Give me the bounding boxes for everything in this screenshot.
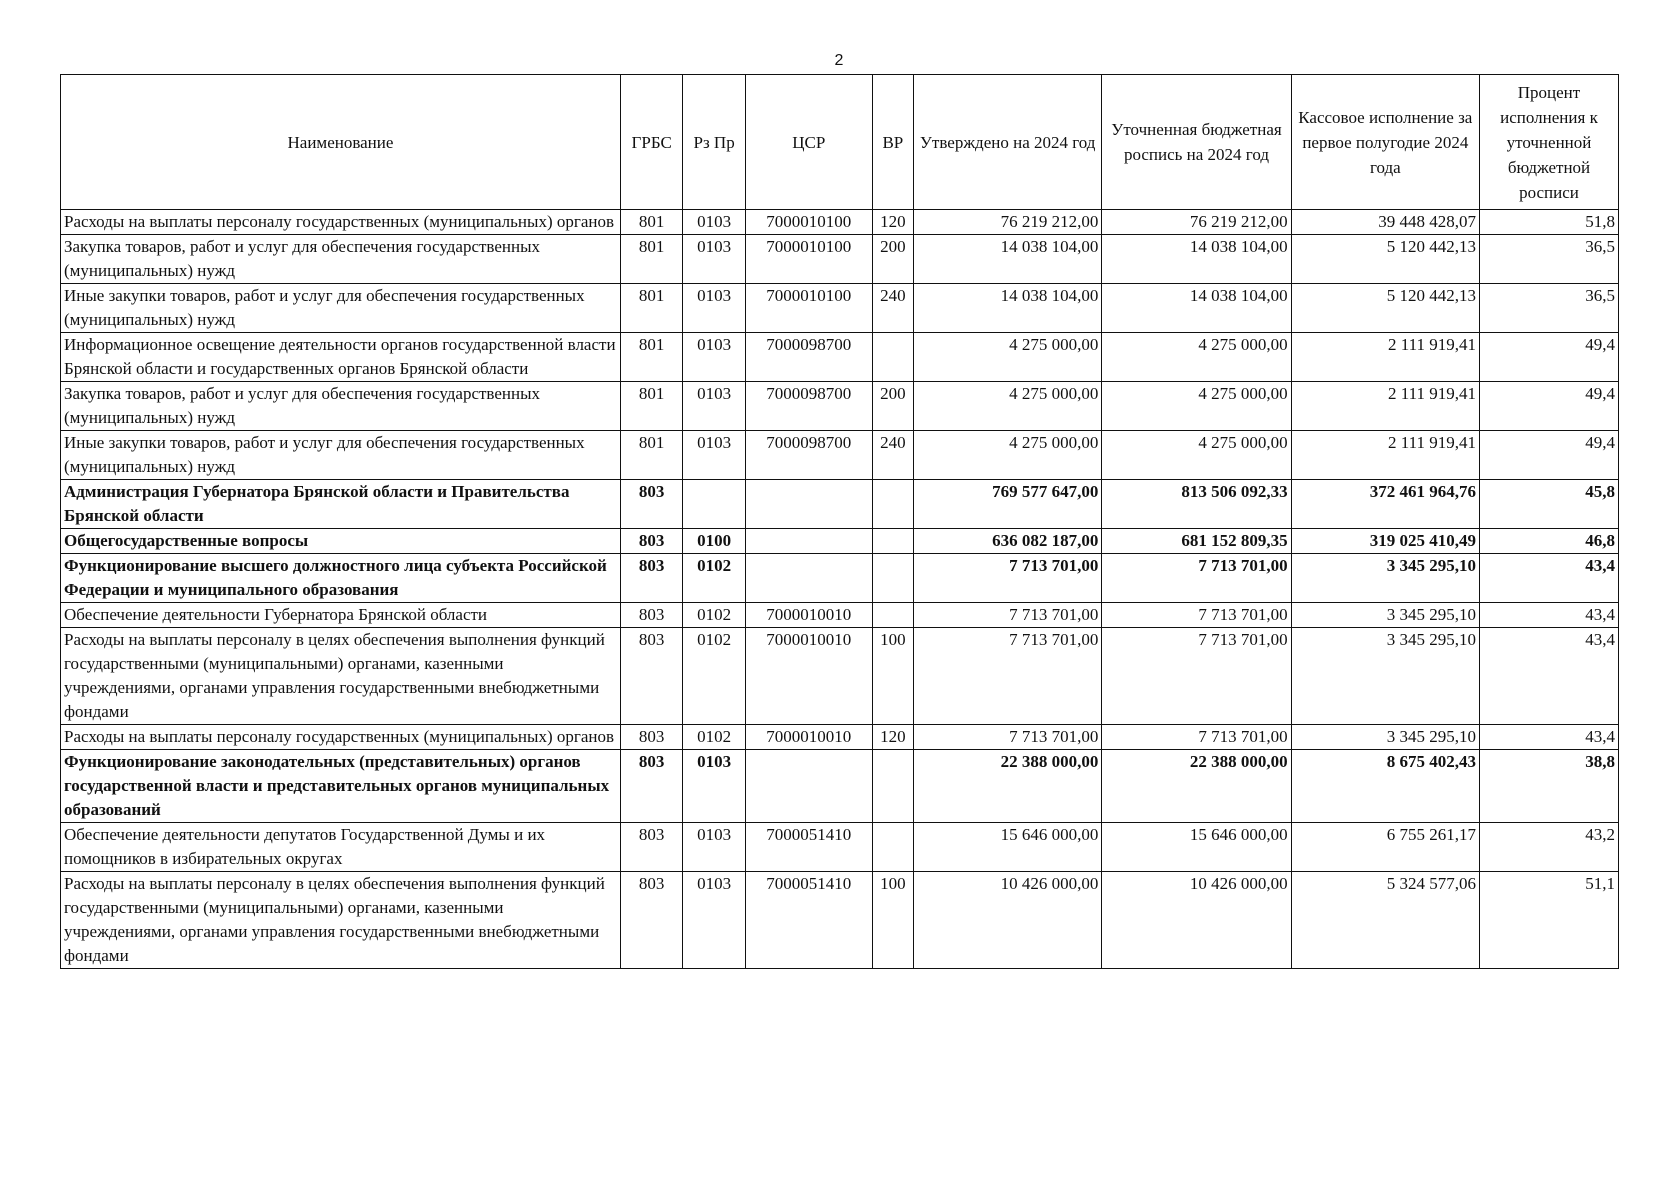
cell-cash: 5 120 442,13 — [1291, 284, 1479, 333]
header-name: Наименование — [61, 75, 621, 210]
cell-approved: 636 082 187,00 — [914, 529, 1102, 554]
cell-rzpr: 0102 — [683, 628, 745, 725]
cell-name: Администрация Губернатора Брянской области и Правительства Брянской области — [61, 480, 621, 529]
cell-refined: 10 426 000,00 — [1102, 872, 1291, 969]
page-number: 2 — [834, 52, 844, 69]
header-cash: Кассовое исполнение за первое полугодие 2024 года — [1291, 75, 1479, 210]
cell-vr — [872, 529, 913, 554]
cell-name: Функционирование высшего должностного лица субъекта Российской Федерации и муниципального образования — [61, 554, 621, 603]
cell-grbs: 803 — [620, 823, 682, 872]
cell-refined: 4 275 000,00 — [1102, 431, 1291, 480]
cell-refined: 14 038 104,00 — [1102, 284, 1291, 333]
cell-percent: 43,4 — [1479, 725, 1618, 750]
cell-approved: 4 275 000,00 — [914, 333, 1102, 382]
table-row — [61, 480, 1619, 529]
header-refined: Уточненная бюджетная роспись на 2024 год — [1102, 75, 1291, 210]
cell-approved: 7 713 701,00 — [914, 603, 1102, 628]
cell-vr — [872, 333, 913, 382]
cell-grbs: 803 — [620, 750, 682, 823]
cell-rzpr: 0102 — [683, 725, 745, 750]
table-header-row — [61, 75, 1619, 210]
cell-cash: 3 345 295,10 — [1291, 603, 1479, 628]
cell-percent: 45,8 — [1479, 480, 1618, 529]
cell-approved: 22 388 000,00 — [914, 750, 1102, 823]
cell-grbs: 801 — [620, 235, 682, 284]
cell-vr: 120 — [872, 210, 913, 235]
cell-grbs: 803 — [620, 603, 682, 628]
cell-approved: 14 038 104,00 — [914, 235, 1102, 284]
cell-percent: 43,4 — [1479, 554, 1618, 603]
cell-cash: 5 324 577,06 — [1291, 872, 1479, 969]
cell-cash: 2 111 919,41 — [1291, 431, 1479, 480]
cell-grbs: 803 — [620, 872, 682, 969]
cell-percent: 36,5 — [1479, 235, 1618, 284]
cell-vr: 200 — [872, 382, 913, 431]
cell-percent: 43,4 — [1479, 628, 1618, 725]
cell-refined: 15 646 000,00 — [1102, 823, 1291, 872]
cell-cash: 3 345 295,10 — [1291, 554, 1479, 603]
cell-name: Расходы на выплаты персоналу государственных (муниципальных) органов — [61, 725, 621, 750]
cell-approved: 4 275 000,00 — [914, 382, 1102, 431]
cell-refined: 4 275 000,00 — [1102, 382, 1291, 431]
cell-csr: 7000098700 — [745, 333, 872, 382]
cell-approved: 7 713 701,00 — [914, 628, 1102, 725]
cell-csr — [745, 554, 872, 603]
header-rzpr: Рз Пр — [683, 75, 745, 210]
cell-approved: 76 219 212,00 — [914, 210, 1102, 235]
cell-refined: 7 713 701,00 — [1102, 628, 1291, 725]
cell-grbs: 803 — [620, 725, 682, 750]
cell-rzpr: 0102 — [683, 603, 745, 628]
cell-vr: 100 — [872, 872, 913, 969]
cell-csr: 7000098700 — [745, 382, 872, 431]
cell-cash: 39 448 428,07 — [1291, 210, 1479, 235]
cell-rzpr: 0103 — [683, 823, 745, 872]
table-row — [61, 333, 1619, 382]
cell-name: Обеспечение деятельности депутатов Государственной Думы и их помощников в избирательных округах — [61, 823, 621, 872]
cell-vr: 100 — [872, 628, 913, 725]
table-row — [61, 725, 1619, 750]
table-row — [61, 284, 1619, 333]
cell-name: Информационное освещение деятельности органов государственной власти Брянской области и государственных органов Брянской области — [61, 333, 621, 382]
cell-approved: 10 426 000,00 — [914, 872, 1102, 969]
cell-cash: 2 111 919,41 — [1291, 333, 1479, 382]
cell-name: Закупка товаров, работ и услуг для обеспечения государственных (муниципальных) нужд — [61, 235, 621, 284]
cell-vr — [872, 750, 913, 823]
budget-execution-table — [60, 74, 1619, 969]
cell-approved: 769 577 647,00 — [914, 480, 1102, 529]
cell-vr: 200 — [872, 235, 913, 284]
cell-grbs: 803 — [620, 554, 682, 603]
cell-grbs: 803 — [620, 628, 682, 725]
cell-cash: 3 345 295,10 — [1291, 725, 1479, 750]
header-percent: Процент исполнения к уточненной бюджетной росписи — [1479, 75, 1618, 210]
cell-vr: 240 — [872, 284, 913, 333]
cell-name: Функционирование законодательных (представительных) органов государственной власти и представительных органов муниципальных образований — [61, 750, 621, 823]
cell-refined: 14 038 104,00 — [1102, 235, 1291, 284]
cell-vr — [872, 554, 913, 603]
cell-csr — [745, 750, 872, 823]
cell-grbs: 801 — [620, 431, 682, 480]
cell-vr: 240 — [872, 431, 913, 480]
cell-grbs: 801 — [620, 333, 682, 382]
cell-rzpr — [683, 480, 745, 529]
cell-rzpr: 0103 — [683, 750, 745, 823]
cell-percent: 43,4 — [1479, 603, 1618, 628]
header-approved: Утверждено на 2024 год — [914, 75, 1102, 210]
cell-percent: 49,4 — [1479, 382, 1618, 431]
table-row — [61, 235, 1619, 284]
cell-cash: 319 025 410,49 — [1291, 529, 1479, 554]
cell-refined: 7 713 701,00 — [1102, 725, 1291, 750]
cell-csr: 7000010010 — [745, 725, 872, 750]
cell-rzpr: 0102 — [683, 554, 745, 603]
cell-rzpr: 0103 — [683, 382, 745, 431]
cell-refined: 76 219 212,00 — [1102, 210, 1291, 235]
table-row — [61, 210, 1619, 235]
cell-name: Расходы на выплаты персоналу в целях обеспечения выполнения функций государственными (муниципальными) органами, казенными учреждениями, органами управления государственными внебюджетными фондами — [61, 628, 621, 725]
cell-grbs: 801 — [620, 284, 682, 333]
cell-rzpr: 0103 — [683, 210, 745, 235]
cell-refined: 22 388 000,00 — [1102, 750, 1291, 823]
cell-percent: 49,4 — [1479, 333, 1618, 382]
cell-rzpr: 0103 — [683, 333, 745, 382]
cell-csr — [745, 529, 872, 554]
cell-cash: 5 120 442,13 — [1291, 235, 1479, 284]
cell-csr: 7000010100 — [745, 235, 872, 284]
cell-name: Обеспечение деятельности Губернатора Брянской области — [61, 603, 621, 628]
cell-approved: 4 275 000,00 — [914, 431, 1102, 480]
cell-rzpr: 0103 — [683, 284, 745, 333]
table-row — [61, 603, 1619, 628]
cell-rzpr: 0103 — [683, 872, 745, 969]
cell-csr: 7000098700 — [745, 431, 872, 480]
cell-percent: 51,8 — [1479, 210, 1618, 235]
cell-vr — [872, 823, 913, 872]
table-row — [61, 431, 1619, 480]
cell-name: Иные закупки товаров, работ и услуг для обеспечения государственных (муниципальных) нужд — [61, 284, 621, 333]
cell-cash: 2 111 919,41 — [1291, 382, 1479, 431]
cell-vr: 120 — [872, 725, 913, 750]
header-grbs: ГРБС — [620, 75, 682, 210]
cell-grbs: 803 — [620, 529, 682, 554]
cell-csr: 7000051410 — [745, 872, 872, 969]
table-row — [61, 554, 1619, 603]
header-csr: ЦСР — [745, 75, 872, 210]
cell-percent: 49,4 — [1479, 431, 1618, 480]
cell-rzpr: 0100 — [683, 529, 745, 554]
cell-csr: 7000051410 — [745, 823, 872, 872]
table-row — [61, 382, 1619, 431]
cell-name: Общегосударственные вопросы — [61, 529, 621, 554]
cell-percent: 51,1 — [1479, 872, 1618, 969]
cell-refined: 7 713 701,00 — [1102, 554, 1291, 603]
cell-refined: 7 713 701,00 — [1102, 603, 1291, 628]
cell-name: Закупка товаров, работ и услуг для обеспечения государственных (муниципальных) нужд — [61, 382, 621, 431]
cell-grbs: 803 — [620, 480, 682, 529]
cell-approved: 7 713 701,00 — [914, 554, 1102, 603]
cell-cash: 372 461 964,76 — [1291, 480, 1479, 529]
cell-name: Иные закупки товаров, работ и услуг для обеспечения государственных (муниципальных) нужд — [61, 431, 621, 480]
cell-percent: 36,5 — [1479, 284, 1618, 333]
cell-grbs: 801 — [620, 210, 682, 235]
cell-name: Расходы на выплаты персоналу государственных (муниципальных) органов — [61, 210, 621, 235]
cell-refined: 4 275 000,00 — [1102, 333, 1291, 382]
cell-approved: 7 713 701,00 — [914, 725, 1102, 750]
cell-csr: 7000010010 — [745, 628, 872, 725]
cell-percent: 46,8 — [1479, 529, 1618, 554]
cell-csr: 7000010100 — [745, 284, 872, 333]
cell-vr — [872, 480, 913, 529]
cell-grbs: 801 — [620, 382, 682, 431]
cell-rzpr: 0103 — [683, 431, 745, 480]
table-row — [61, 872, 1619, 969]
cell-cash: 6 755 261,17 — [1291, 823, 1479, 872]
cell-csr: 7000010010 — [745, 603, 872, 628]
cell-csr: 7000010100 — [745, 210, 872, 235]
cell-percent: 43,2 — [1479, 823, 1618, 872]
table-row — [61, 750, 1619, 823]
table-row — [61, 823, 1619, 872]
cell-percent: 38,8 — [1479, 750, 1618, 823]
cell-name: Расходы на выплаты персоналу в целях обеспечения выполнения функций государственными (муниципальными) органами, казенными учреждениями, органами управления государственными внебюджетными фондами — [61, 872, 621, 969]
cell-cash: 8 675 402,43 — [1291, 750, 1479, 823]
cell-csr — [745, 480, 872, 529]
cell-approved: 14 038 104,00 — [914, 284, 1102, 333]
cell-vr — [872, 603, 913, 628]
cell-cash: 3 345 295,10 — [1291, 628, 1479, 725]
cell-rzpr: 0103 — [683, 235, 745, 284]
cell-refined: 681 152 809,35 — [1102, 529, 1291, 554]
cell-approved: 15 646 000,00 — [914, 823, 1102, 872]
header-vr: ВР — [872, 75, 913, 210]
table-row — [61, 628, 1619, 725]
cell-refined: 813 506 092,33 — [1102, 480, 1291, 529]
table-row — [61, 529, 1619, 554]
